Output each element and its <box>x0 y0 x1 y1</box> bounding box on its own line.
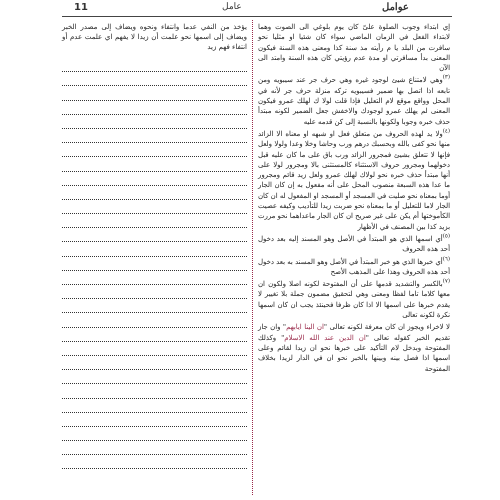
note-line <box>62 242 247 256</box>
main-text-column <box>258 22 450 376</box>
column-divider <box>252 20 253 495</box>
header-right-title: عوامل <box>382 2 409 13</box>
paragraph <box>258 234 450 255</box>
note-line <box>62 58 247 72</box>
left-note: يؤخذ من النفي عدما وانتفاء ونحوه ويضاف إلى مصدر الخبر ويضاف إلى اسمها نحو علمت أن زيدا لا يفهم اي علمت عدم أو انتفاء فهم زيد <box>62 23 247 51</box>
quran-quote-inline: ان الينا ايابهم <box>286 323 324 332</box>
note-line <box>62 427 247 441</box>
note-line <box>62 455 247 469</box>
note-line <box>62 413 247 427</box>
notes-column <box>62 22 247 469</box>
page-number: 11 <box>74 2 88 13</box>
note-line <box>62 370 247 384</box>
note-line <box>62 299 247 313</box>
note-line <box>62 172 247 186</box>
note-line <box>62 257 247 271</box>
note-line <box>62 115 247 129</box>
quran-quote-inline: ان الدين عند الله الاسلام <box>284 333 366 342</box>
footnote-marker: (٦) <box>442 256 450 263</box>
header-rule <box>62 16 452 17</box>
note-line <box>62 271 247 285</box>
note-line <box>62 186 247 200</box>
footnote-marker: (٣) <box>442 75 450 82</box>
note-line <box>62 441 247 455</box>
note-line <box>62 313 247 327</box>
paragraph-text: إي ابتداء وجوب الصلوة علىّ كان يوم بلوغي الى الصوت وهما لابتداء الفعل في الزمان الماضي سواء كان شئيا او مثليا نحو سافرت من البلد يا م رأيته مذ سنة كذا ومعنى هذه السنة فيكون المعنى بدأ مسافرتي او مدة عدم رؤيتي كان هذه السنة وامتد الى الآن <box>258 23 450 73</box>
blank-note-lines <box>62 58 247 469</box>
paragraph <box>258 322 450 373</box>
note-line <box>62 86 247 100</box>
note-line <box>62 384 247 398</box>
footnote-marker: (٥) <box>442 233 450 240</box>
footnote-marker: (٧) <box>442 278 450 285</box>
note-line <box>62 101 247 115</box>
paragraph-text: أي اسمها الذي هو المبتدأ في الأصل وهو المسند إليه بعد دخول أحد هذه الحروف <box>258 234 450 254</box>
paragraph-text: وهي لامتناع شيئ لوجود غيره وهي حرف جر عند سيبويه ومن تابعه اذا اتصل بها ضمير فسيبويه تركه منزلة حرف جر لأنه في المحل وواقع موقع لام التعليل فإذا قلت لولا ك لهلك عمرو فيكون المعنى لم يهلك عمرو لوجودك والاخفش جعل الضمير لكونه مبتدأ حذف خبره وجوبا ولكونها بالنسبة إلى كن قدمه عليه <box>258 76 450 126</box>
paragraph <box>258 129 450 232</box>
note-line <box>62 129 247 143</box>
paragraph-text: بالكسر والتشديد قدمها على أن المفتوحة لكونه اصلا ولكون ان معها كلاما تاما لفظا ومعنى وهي لتحقيق مضمون جملة بلا تغيير لا يقدم خبرها على اسمها الا اذا كان ظرفا فحينئذ يجب ان كان اسمها نكرة لكونه تعالى <box>258 280 450 320</box>
paragraph-text: ولا يد لهذه الحروف من متعلق فعل او شبهه او معناه الا الزائد منها نحو كفى بالله وبحسبك درهم ورب وحاشا وخلا وعدا ولولا ولعل فإنها لا تتعلق بشيئ فمجرور الزائد ورب باق على ما كان عليه قبل دخولهما ومجرور حروف الاستثناء كالمستثنى بالا ومجرور لولا على أنها مبتدأ حذف خبره نحو لولاك لهلك عمرو ولعل زيد قائم ومجرور ما عدا هذه السبعة منصوب المحل على أنه مفعول به إن كان الجار أوما بمعناه نحو صليت في المسجد أو المسجد او المفعول له ان كان الجار لاما للتعليل أو ما بمعناه نحو ضربت زيدا للتأديب وكيفه عصيت الكأموختها أم يكن على غير صريح ان كان الجار ماعداهما نحو مررت بزيد كذا بين المصنف في الأظهار <box>258 129 450 231</box>
paragraph <box>258 279 450 320</box>
note-line <box>62 72 247 86</box>
note-line <box>62 214 247 228</box>
note-line <box>62 285 247 299</box>
note-line <box>62 157 247 171</box>
note-line <box>62 399 247 413</box>
note-line <box>62 228 247 242</box>
note-line <box>62 356 247 370</box>
paragraph <box>258 75 450 126</box>
note-line <box>62 342 247 356</box>
note-line <box>62 143 247 157</box>
header-center-title: عامل <box>222 2 242 12</box>
note-line <box>62 200 247 214</box>
paragraph-text: أي خبرها الذي هو خبر المبتدأ في الأصل وهو المسند به بعد دخول أحد هذه الحروف وهذا على المذهب الأصح <box>258 257 450 276</box>
paragraph <box>258 22 450 73</box>
note-line <box>62 328 247 342</box>
footnote-marker: (٤) <box>442 128 450 135</box>
paragraph-text: لا لاخراء ويجوز ان كان معرفة لكونه تعالى "ان الينا ايابهم" وان جاز تقديم الخبر كقوله تعالى "ان الدين عند الله الاسلام" وكذلك المفتوحة وبدخل لام التأكيد على خبرها نحو ان زيدا لقائم وعلى اسمها اذا فصل بينه وبينها بالخبر نحو ان في الدار لزيدا بخلاف المفتوحة <box>258 323 450 373</box>
paragraph <box>258 257 450 278</box>
